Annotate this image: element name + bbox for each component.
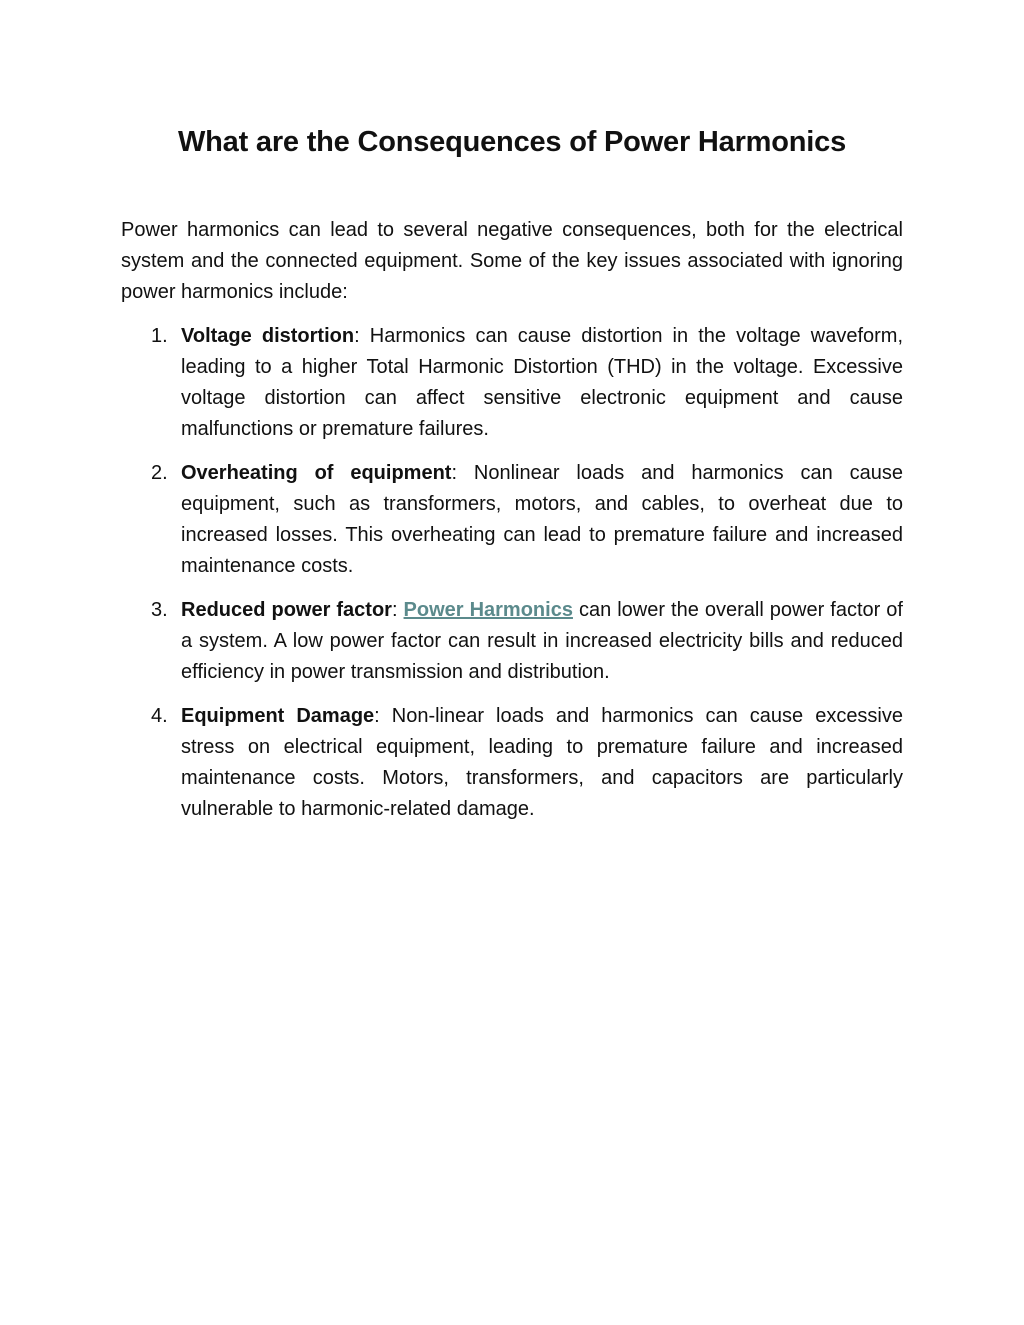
list-item-number: 1. — [151, 325, 168, 347]
list-item-separator: : — [391, 599, 404, 621]
list-item-number: 3. — [151, 599, 168, 621]
list-item-term: Overheating of equipment — [181, 462, 452, 484]
document-body — [121, 215, 903, 838]
list-item-term: Equipment Damage — [181, 705, 375, 727]
list-item-separator: : — [451, 462, 458, 484]
list-item — [121, 321, 903, 445]
list-item-text: Nonlinear loads and harmonics can cause equipment, such as transformers, motors, and cables, to overheat due to increased losses. This overheating can lead to premature failure and increased maintenance costs. — [181, 462, 903, 577]
power-harmonics-link[interactable]: Power Harmonics — [403, 599, 573, 621]
list-item-text: can lower the overall power factor of a system. A low power factor can result in increased electricity bills and reduced efficiency in power transmission and distribution. — [181, 599, 903, 683]
list-item-term: Voltage distortion — [181, 325, 355, 347]
list-item-term: Reduced power factor — [181, 599, 392, 621]
list-item-number: 4. — [151, 705, 168, 727]
list-item — [121, 595, 903, 688]
list-item-number: 2. — [151, 462, 168, 484]
list-item — [121, 701, 903, 825]
page-title: What are the Consequences of Power Harmonics — [177, 126, 847, 158]
intro-paragraph: Power harmonics can lead to several negative consequences, both for the electrical system and the connected equipment. Some of the key issues associated with ignoring power harmonics include: — [121, 219, 903, 303]
list-item-separator: : — [354, 325, 360, 347]
list-item-separator: : — [374, 705, 380, 727]
list-item — [121, 458, 903, 582]
consequences-list — [121, 321, 903, 825]
list-item-text: Non-linear loads and harmonics can cause excessive stress on electrical equipment, leading to premature failure and increased maintenance costs. Motors, transformers, and capacitors are particularly vulnerable to harmonic-related damage. — [181, 705, 904, 820]
list-item-text: Harmonics can cause distortion in the voltage waveform, leading to a higher Total Harmonic Distortion (THD) in the voltage. Excessive voltage distortion can affect sensitive electronic equipment and cause malfunctions or premature failures. — [181, 325, 904, 440]
